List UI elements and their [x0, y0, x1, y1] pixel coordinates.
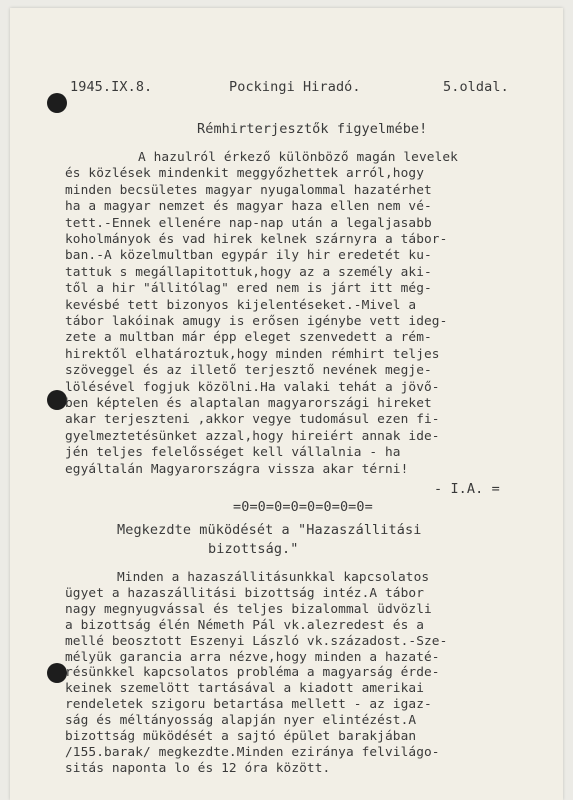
text-line: rendeletek szigoru betartása mellett - az igaz-	[65, 697, 432, 713]
text-line: akar terjeszteni ,akkor vegye tudomásul ezen fi-	[65, 412, 440, 428]
text-line: zete a multban már épp eleget szenvedett a rém-	[65, 330, 432, 346]
article1-title: Rémhirterjesztők figyelmébe!	[197, 121, 428, 137]
text-line: gyelmeztetésünket azzal,hogy hireiért annak ide-	[65, 428, 440, 444]
text-line: ha a magyar nemzet és magyar haza ellen nem vé-	[65, 199, 432, 215]
article2-title-line1: Megkezdte müködését a "Hazaszállitási	[117, 522, 422, 538]
punch-hole	[47, 390, 67, 410]
header-date: 1945.IX.8.	[70, 79, 153, 95]
header-publication: Pockingi Hiradó.	[229, 79, 361, 95]
text-line: lölésével fogjuk közölni.Ha valaki tehát a jövő-	[65, 379, 440, 395]
text-line: tett.-Ennek ellenére nap-nap után a legaljasabb	[65, 215, 432, 231]
header-page-number: 5.oldal.	[443, 79, 509, 95]
text-line: a bizottság élén Németh Pál vk.alezredest és a	[65, 617, 425, 633]
document-page	[10, 8, 563, 800]
text-line: szöveggel és az illető terjesztő nevének megje-	[65, 363, 432, 379]
text-line: ben képtelen és alaptalan magyarországi hireket	[65, 396, 432, 411]
text-line: Minden a hazaszállitásunkkal kapcsolatos	[117, 570, 430, 585]
text-line: résünkkel kapcsolatos probléma a magyarság érde-	[65, 665, 440, 681]
text-line: ság és méltányosság alapján nyer elintézést.A	[65, 713, 417, 729]
text-line: tattuk s megállapitottuk,hogy az a személy aki-	[65, 264, 432, 280]
text-line: bizottság müködését a sajtó épület barakjában	[65, 729, 417, 744]
text-line: ban.-A közelmultban egypár ily hir eredetét ku-	[65, 248, 432, 264]
text-line: kevésbé tett bizonyos kijelentéseket.-Mivel a	[65, 297, 417, 313]
text-line: és közlések mindenkit meggyőzhettek arról,hogy	[65, 166, 425, 182]
text-line: minden becsületes magyar nyugalommal hazatérhet	[65, 182, 432, 198]
text-line: keinek szemelött tartásával a kiadott amerikai	[65, 681, 425, 697]
text-line: egyáltalán Magyarországra vissza akar térni!	[65, 461, 409, 477]
article1-signature: - I.A. =	[434, 481, 500, 497]
text-line: jén teljes felelősséget kell vállalnia - ha	[65, 445, 401, 461]
text-line: mélyük garancia arra nézve,hogy minden a hazaté-	[65, 649, 440, 665]
text-line: hirektől elhatároztuk,hogy minden rémhirt teljes	[65, 346, 440, 362]
punch-hole	[47, 93, 67, 113]
text-line: /155.barak/ megkezdte.Minden eziránya felvilágo-	[65, 744, 440, 760]
text-line: koholmányok és vad hirek kelnek szárnyra a tábor-	[65, 232, 448, 247]
text-line: sitás naponta lo és 12 óra között.	[65, 760, 331, 776]
punch-hole	[47, 663, 67, 683]
text-line: A hazulról érkező különböző magán levelek	[138, 150, 458, 165]
text-line: től a hir "állitólag" ered nem is járt itt még-	[65, 281, 432, 297]
text-line: tábor lakóinak amugy is erősen igénybe vett ideg-	[65, 314, 448, 329]
divider-line: =0=0=0=0=0=0=0=0=	[233, 499, 373, 515]
article2-title-line2: bizottság."	[208, 541, 299, 557]
text-line: nagy megnyugvással és teljes bizalommal üdvözli	[65, 601, 432, 617]
text-line: ügyet a hazaszállitási bizottság intéz.A tábor	[65, 585, 425, 601]
text-line: mellé beosztott Eszenyi László vk.századost.-Sze-	[65, 633, 448, 649]
